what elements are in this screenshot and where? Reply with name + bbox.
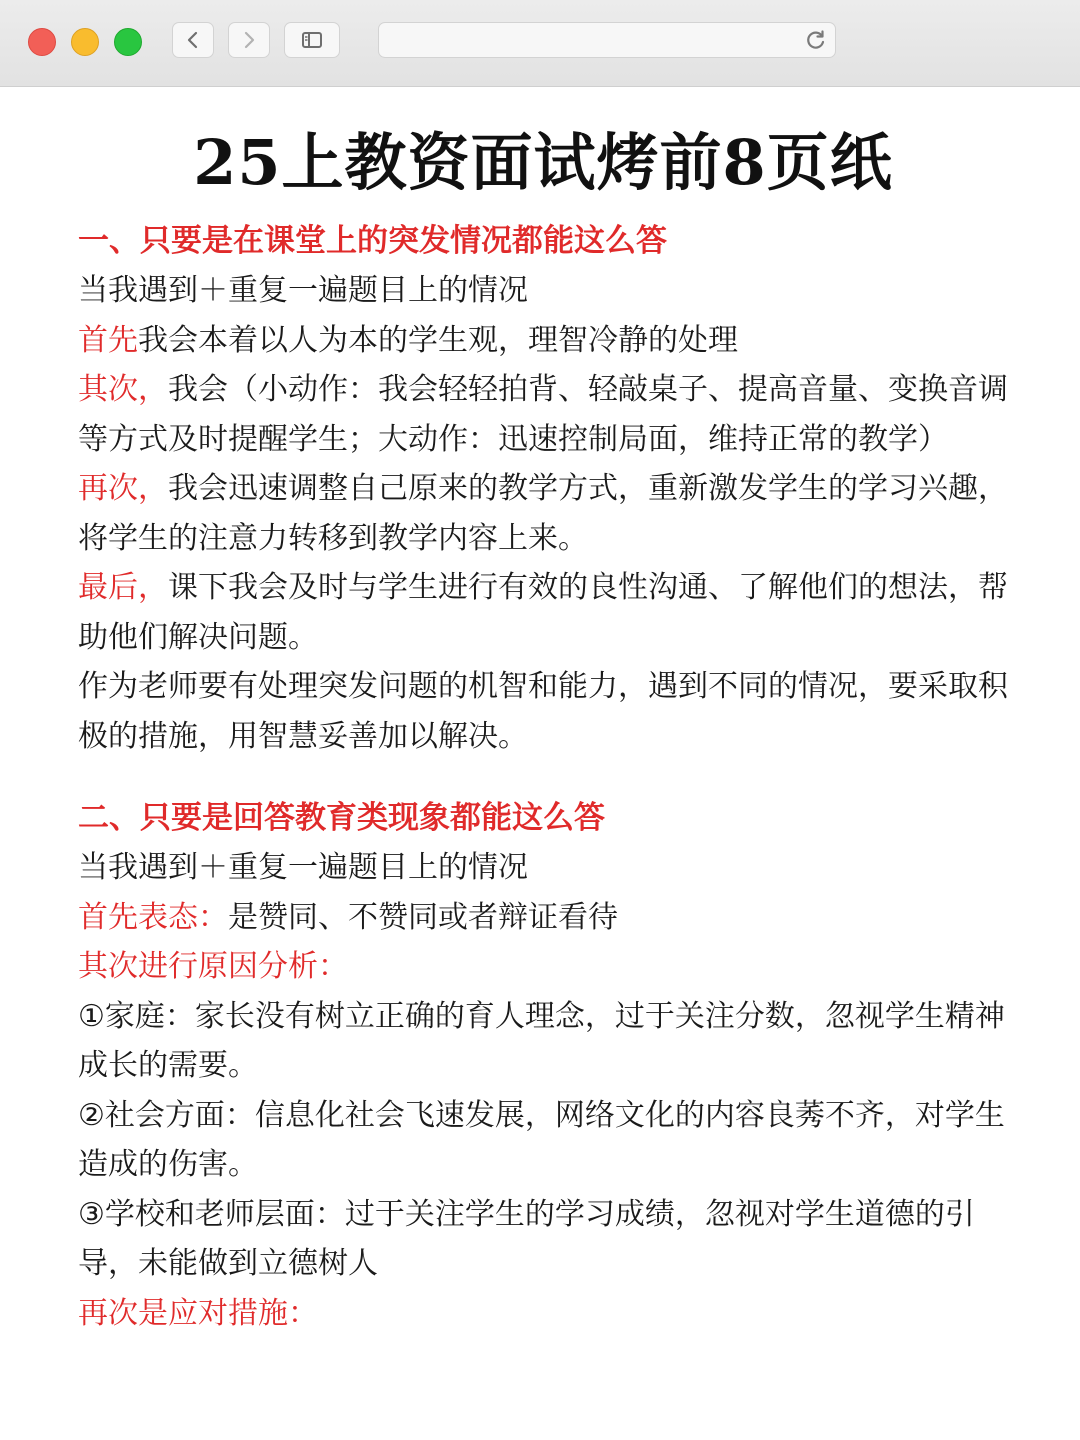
section-heading: 一、只要是在课堂上的突发情况都能这么答 bbox=[78, 223, 667, 259]
step-second-label: 其次进行原因分析： bbox=[78, 949, 348, 984]
step-second bbox=[78, 365, 1008, 464]
step-label: 最后， bbox=[78, 570, 168, 605]
forward-button[interactable] bbox=[228, 22, 270, 58]
zoom-window-button[interactable] bbox=[114, 28, 142, 56]
intro-line: 当我遇到＋重复一遍题目上的情况 bbox=[78, 850, 528, 885]
step-third-label: 再次是应对措施： bbox=[78, 1295, 318, 1331]
address-bar[interactable] bbox=[378, 22, 836, 58]
step-last bbox=[78, 563, 1008, 662]
step-third bbox=[78, 464, 1008, 563]
section-classroom-emergencies bbox=[78, 216, 1008, 761]
sidebar-button[interactable] bbox=[284, 22, 340, 58]
step-label: 首先表态： bbox=[78, 899, 228, 935]
step-label: 首先 bbox=[78, 322, 138, 358]
step-text: 是赞同、不赞同或者辩证看待 bbox=[228, 899, 618, 935]
minimize-window-button[interactable] bbox=[71, 28, 99, 56]
step-label: 其次， bbox=[78, 372, 168, 407]
section-education-phenomena bbox=[78, 793, 1008, 1338]
step-first bbox=[78, 893, 1008, 943]
conclusion: 作为老师要有处理突发问题的机智和能力，遇到不同的情况，要采取积极的措施，用智慧妥善加以解决。 bbox=[78, 669, 1008, 754]
step-text: 我会（小动作：我会轻轻拍背、轻敲桌子、提高音量、变换音调等方式及时提醒学生；大动作：迅速控制局面，维持正常的教学） bbox=[78, 372, 1008, 457]
page-title: 25上教资面试烤前8页纸 bbox=[193, 126, 893, 199]
close-window-button[interactable] bbox=[28, 28, 56, 56]
chevron-right-icon bbox=[241, 31, 257, 49]
sidebar-icon bbox=[301, 31, 323, 49]
step-text: 课下我会及时与学生进行有效的良性沟通、了解他们的想法，帮助他们解决问题。 bbox=[78, 570, 1008, 655]
document-body bbox=[78, 86, 1008, 1338]
step-text: 我会本着以人为本的学生观，理智冷静的处理 bbox=[138, 322, 738, 358]
step-label: 再次， bbox=[78, 471, 168, 506]
reload-icon[interactable] bbox=[805, 29, 827, 51]
back-button[interactable] bbox=[172, 22, 214, 58]
intro-line: 当我遇到＋重复一遍题目上的情况 bbox=[78, 273, 528, 308]
browser-toolbar bbox=[0, 0, 1080, 87]
reason-item: ①家庭：家长没有树立正确的育人理念，过于关注分数，忽视学生精神成长的需要。 bbox=[78, 998, 1005, 1083]
step-text: 我会迅速调整自己原来的教学方式，重新激发学生的学习兴趣，将学生的注意力转移到教学内容上来。 bbox=[78, 471, 1008, 556]
reason-item: ③学校和老师层面：过于关注学生的学习成绩，忽视对学生道德的引导，未能做到立德树人 bbox=[78, 1196, 975, 1281]
chevron-left-icon bbox=[185, 31, 201, 49]
step-first bbox=[78, 316, 1008, 366]
reason-item: ②社会方面：信息化社会飞速发展，网络文化的内容良莠不齐，对学生造成的伤害。 bbox=[78, 1097, 1005, 1182]
section-heading: 二、只要是回答教育类现象都能这么答 bbox=[78, 800, 605, 836]
